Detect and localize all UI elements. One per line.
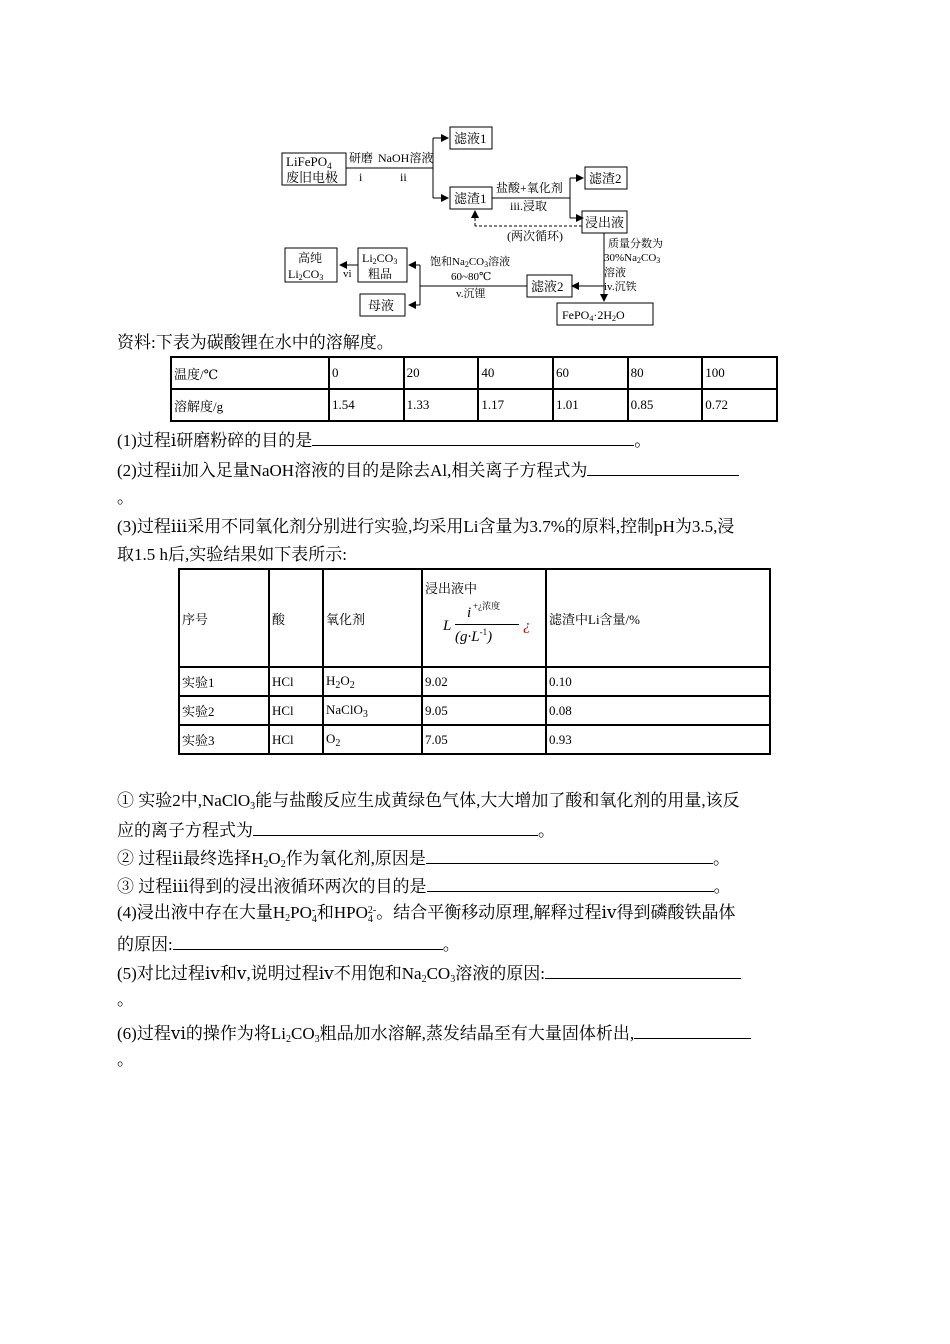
solubility-cell: 1.17 — [478, 389, 553, 421]
experiment-header-row — [179, 569, 770, 667]
question-5-end: 。 — [117, 990, 134, 1009]
header-id: 序号 — [179, 569, 269, 667]
step-iv-line3: 溶液 — [604, 267, 626, 279]
pure-label-2: Li2CO3 — [288, 267, 324, 282]
temp-cell: 0 — [329, 357, 404, 389]
solubility-table — [170, 356, 778, 422]
solubility-row — [171, 389, 777, 421]
step-v-line2: 60~80℃ — [451, 271, 492, 283]
header-acid: 酸 — [269, 569, 323, 667]
solubility-cell: 0.85 — [628, 389, 703, 421]
filtrate1-label: 滤液1 — [454, 131, 487, 146]
question-6-end: 。 — [117, 1050, 134, 1069]
question-3-3: ③ 过程ⅲ得到的浸出液循环两次的目的是 。 — [117, 874, 731, 898]
leachate-formula: L i +¿浓度 $(g\cdot L^{-1})$ ¿ — [443, 601, 531, 645]
step-ii-num: ii — [400, 170, 407, 184]
question-2-end: 。 — [117, 488, 134, 507]
process-flowchart — [270, 120, 690, 330]
step-vi-label: vi — [343, 268, 352, 280]
crude-label-2: 粗品 — [368, 267, 393, 281]
question-3-2: ② 过程ⅱ最终选择$H_2O_2$作为氧化剂,原因是 。 — [117, 846, 730, 876]
solubility-cell: 0.72 — [702, 389, 777, 421]
question-3-1: ① 实验2中,NaClO$_3$能与盐酸反应生成黄绿色气体,大大增加了酸和氧化剂的用量,该反 — [117, 791, 740, 812]
question-4: (4)浸出液中存在大量$H_2PO$ - 4 和HPO 2- 4 。结合平衡移动原理,解释过程ⅳ得到磷酸铁晶体 — [117, 903, 736, 925]
temp-cell: 100 — [702, 357, 777, 389]
question-2: (2)过程ⅱ加入足量NaOH溶液的目的是除去Al,相关离子方程式为 — [117, 458, 739, 482]
crude-label-1: Li2CO3 — [362, 251, 398, 266]
question-5: (5)对比过程ⅳ和ⅴ,说明过程ⅳ不用饱和$Na_2CO_3$溶液的原因: — [117, 961, 741, 991]
experiment-row: 实验2 HCl NaClO$_3$ 9.05 0.08 — [179, 696, 770, 725]
step-iii-label: 盐酸+氧化剂 — [496, 181, 563, 195]
solubility-cell: 1.01 — [553, 389, 628, 421]
temp-cell: 20 — [404, 357, 479, 389]
header-residue: 滤渣中Li含量/% — [546, 569, 770, 667]
question-3-line2: 取1.5 h后,实验结果如下表所示: — [117, 545, 347, 564]
intro-text: 资料:下表为碳酸锂在水中的溶解度。 — [117, 333, 394, 352]
step-v-line3: v.沉锂 — [456, 288, 486, 300]
question-4-cont: 的原因: 。 — [117, 932, 460, 956]
step-i-label: 研磨 — [349, 151, 374, 165]
mother-liquor-label: 母液 — [368, 298, 395, 313]
solubility-cell: 1.33 — [404, 389, 479, 421]
question-6: (6)过程ⅵ的操作为将$Li_2CO_3$粗品加水溶解,蒸发结晶至有大量固体析出, — [117, 1021, 751, 1051]
experiment-row: 实验3 HCl $O_2$ 7.05 0.93 — [179, 725, 770, 754]
question-1: (1)过程ⅰ研磨粉碎的目的是 。 — [117, 428, 651, 452]
question-3-line1: (3)过程ⅲ采用不同氧化剂分别进行实验,均采用Li含量为3.7%的原料,控制pH为3.5,浸 — [117, 517, 735, 536]
experiment-table — [178, 568, 771, 755]
pure-label-1: 高纯 — [298, 251, 323, 265]
temp-cell: 40 — [478, 357, 553, 389]
solubility-header: 溶解度/g — [171, 389, 329, 421]
residue2-label: 滤渣2 — [589, 171, 622, 186]
temp-cell: 80 — [628, 357, 703, 389]
leachate-label: 浸出液 — [585, 215, 625, 230]
experiment-row: 实验1 HCl $H_2O_2$ 9.02 0.10 — [179, 667, 770, 696]
cycle-label: (两次循环) — [507, 229, 563, 243]
step-iv-line2: 30%Na2CO3 — [604, 252, 661, 265]
start-label-1: LiFePO$_4$ — [286, 154, 332, 171]
step-iii-num: iii.浸取 — [510, 199, 548, 213]
filtrate2-label: 滤液2 — [531, 279, 564, 294]
question-3-1-cont: 应的离子方程式为 。 — [117, 818, 555, 842]
header-leachate: 浸出液中 L i +¿浓度 $(g\cdot L^{-1})$ ¿ — [422, 569, 546, 667]
temperature-row — [171, 357, 777, 389]
temp-header: 温度/℃ — [171, 357, 329, 389]
step-i-num: i — [359, 170, 363, 184]
start-label-2: 废旧电极 — [286, 170, 339, 185]
residue1-label: 滤渣1 — [454, 191, 487, 206]
temp-cell: 60 — [553, 357, 628, 389]
iron-product-label: FePO4·2H2O — [562, 308, 625, 323]
solubility-cell: 1.54 — [329, 389, 404, 421]
header-oxidant: 氧化剂 — [323, 569, 422, 667]
step-ii-label: NaOH溶液 — [378, 151, 434, 165]
step-iv-line4: iv.沉铁 — [604, 281, 637, 293]
step-iv-line1: 质量分数为 — [608, 238, 663, 250]
step-v-line1: 饱和Na2CO3溶液 — [430, 256, 511, 269]
